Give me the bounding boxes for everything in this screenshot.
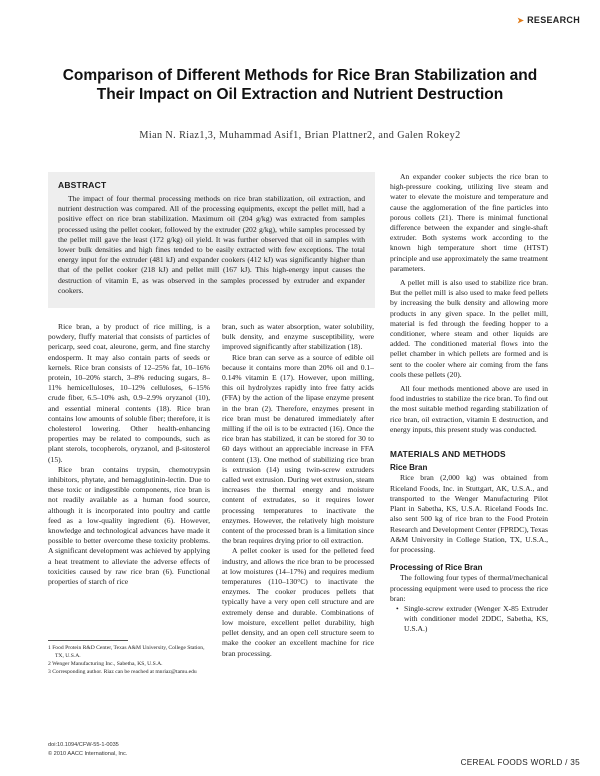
arrow-icon: ➤ bbox=[517, 16, 525, 25]
rice-bran-subheading: Rice Bran bbox=[390, 463, 428, 473]
section-label-text: RESEARCH bbox=[527, 15, 580, 25]
body-paragraph: Rice bran contains trypsin, chemotrypsin inhibitors, phytate, and hemagglutinin-lectin. Due to these toxic or indigestible components, rice bran is not readily available as a human food source, although it is incorporated into poultry and cattle feed as a low-quality ingredient (6). However, knowledge and technological advances have made it possible to better overcome these toxicity problems. A significant development was achieved by applying a heat treatment to alleviate the adverse effects of toxicities caused by raw rice bran (6). Functional properties of starch of rice bbox=[48, 464, 210, 587]
materials-methods-heading: MATERIALS AND METHODS bbox=[390, 449, 506, 460]
page-footer: CEREAL FOODS WORLD / 35 bbox=[460, 758, 580, 767]
footnote: 1 Food Protein R&D Center, Texas A&M University, College Station, TX, U.S.A. bbox=[48, 645, 205, 659]
copyright-text: © 2010 AACC International, Inc. bbox=[48, 751, 128, 757]
abstract-box bbox=[48, 172, 375, 308]
section-label bbox=[517, 15, 580, 25]
abstract-heading: ABSTRACT bbox=[58, 180, 107, 190]
equipment-list bbox=[390, 604, 548, 635]
doi-text: doi:10.1094/CFW-55-1-0035 bbox=[48, 742, 119, 748]
column-1 bbox=[48, 322, 210, 640]
body-paragraph: Rice bran can serve as a source of edible oil because it contains more than 20% oil and 0.1–0.14% vitamin E (17). However, upon milling, this oil hydrolyzes rapidly into free fatty acids (FFA) by the action of the lipase enzyme present in the bran (2). Therefore, enzymes present in rice bran must be denatured immediately after milling if the oil is to be extracted (16). Once the rice bran has stabilized, it can be stored for 30 to 60 days without an appreciable increase in FFA content (13). One method of stabilizing rice bran is extrusion (14) using twin-screw extruders called wet extrusion. During wet extrusion, steam increases the thermal energy and moisture content of extrudates, so it requires lower processing temperatures to inactivate the enzymes. However, the relatively high moisture content of the processed bran is a limitation since the bran requires drying prior to oil extraction. bbox=[222, 352, 374, 546]
column-2 bbox=[222, 322, 374, 762]
column-3 bbox=[390, 172, 548, 762]
footnote: 2 Wenger Manufacturing Inc., Sabetha, KS, U.S.A. bbox=[48, 661, 163, 667]
doi-block bbox=[48, 741, 127, 759]
body-paragraph: A pellet mill is also used to stabilize rice bran. But the pellet mill is also used to make feed pellets by increasing the bulk density and allowing more products in any given space. In the pellet mill, material is fed through the feeding hopper to a conditioner, where steam and other liquids are added. The conditioned material flows into the pellet chamber in which pellets are formed and is sent to the cooler where air coming from the fans cools these pellets (20). bbox=[390, 278, 548, 379]
footnote-divider bbox=[48, 640, 128, 641]
body-paragraph: bran, such as water absorption, water solubility, bulk density, and enzyme susceptibility, were improved significantly after stabilization (18). bbox=[222, 322, 374, 352]
footnote: 3 Corresponding author. Riaz can be reached at mnriaz@tamu.edu bbox=[48, 669, 197, 675]
body-paragraph: An expander cooker subjects the rice bran to high-pressure cooking, utilizing live steam and water to elevate the moisture and temperature and cause the agglomeration of the fine particles into porous collets (21). There is minimal functional difference between the expander and single-shaft extruder. Both systems work according to the known high temperature short time (HTST) principle and use approximately the same treatment parameters. bbox=[390, 172, 548, 273]
abstract-text: The impact of four thermal processing methods on rice bran stabilization, oil extraction, and nutrient destruction was compared. All of the processing equipments, except the pellet mill, had a positive effect on rice bran stabilization. Maximum oil (204 g/kg) was extracted from samples processed using the pellet cooker, followed by the extruder (202 g/kg), while samples processed by the pellet mill gave the least (172 g/kg) oil yield. It was further observed that oil in samples with lower bulk densities and high fines tended to be easily extracted with few exceptions. The total energy input for the extruder (481 kJ) and expander cookers (412 kJ) was significantly higher than that of the pellet cooker (218 kJ) and pellet mill (167 kJ). This high-energy input causes the destruction of vitamin E, as was observed in the samples processed by extruder and expander cookers. bbox=[58, 194, 365, 295]
body-paragraph: Rice bran (2,000 kg) was obtained from Riceland Foods, Inc. in Stuttgart, AK, U.S.A., and transported to the Wenger Manufacturing Pilot Plant in Sabetha, KS, U.S.A. Riceland Foods Inc. also sent 500 kg of rice bran to the Food Protein Research and Development Center (FPRDC), Texas A&M University in College Station, TX, U.S.A., for processing. bbox=[390, 473, 548, 554]
body-paragraph: The following four types of thermal/mechanical processing equipment were used to process the rice bran: bbox=[390, 573, 548, 603]
processing-subheading: Processing of Rice Bran bbox=[390, 563, 483, 573]
author-list: Mian N. Riaz1,3, Muhammad Asif1, Brian Plattner2, and Galen Rokey2 bbox=[139, 130, 461, 141]
list-item-text: Single-screw extruder (Wenger X-85 Extruder with conditioner model 2DDC, Sabetha, KS, U.S.A.) bbox=[404, 603, 548, 634]
article-title: Comparison of Different Methods for Rice Bran Stabilization and Their Impact on Oil Extraction and Nutrient Destruction bbox=[62, 67, 538, 103]
list-item bbox=[398, 604, 548, 635]
body-paragraph: A pellet cooker is used for the pelleted feed industry, and allows the rice bran to be processed at low moistures (14–17%) and requires medium temperatures (110–130°C) to inactivate the enzymes. The cooker produces pellets that typically have a very open cell structure and are extremely dense and durable. Combinations of low moisture, excellent pellet durability, high pellet density, and an open cell structure seem to make the cooker an excellent machine for rice bran processing. bbox=[222, 546, 374, 658]
body-paragraph: Rice bran, a by product of rice milling, is a powdery, fluffy material that consists of particles of pericarp, seed coat, aleurone, germ, and fine starchy endosperm. It may also contain parts of seeds or kernels. Rice bran consists of 12–25% fat, 10–16% protein, 10–20% starch, 3–8% reducing sugars, 8–11% hemicelluloses, 10–12% celluloses, 6–15% crude fiber, 6.5–10% ash, 0.9–2.9% oryzanol (10), and essential mineral contents (18). Rice bran contains low amounts of soluble fiber; therefore, it is cholesterol lowering. Other health-enhancing properties may be related to compounds, such as plant sterols, tocopherols, oryzanol, and β-sitosterol (15). bbox=[48, 322, 210, 464]
body-paragraph: All four methods mentioned above are used in food industries to stabilize the rice bran. To find out the most suitable method regarding stabilization of rice bran, oil extraction, vitamin E destruction, and energy inputs, this present study was conducted. bbox=[390, 384, 548, 434]
bullet-icon: • bbox=[396, 603, 399, 613]
footnotes bbox=[48, 644, 210, 676]
